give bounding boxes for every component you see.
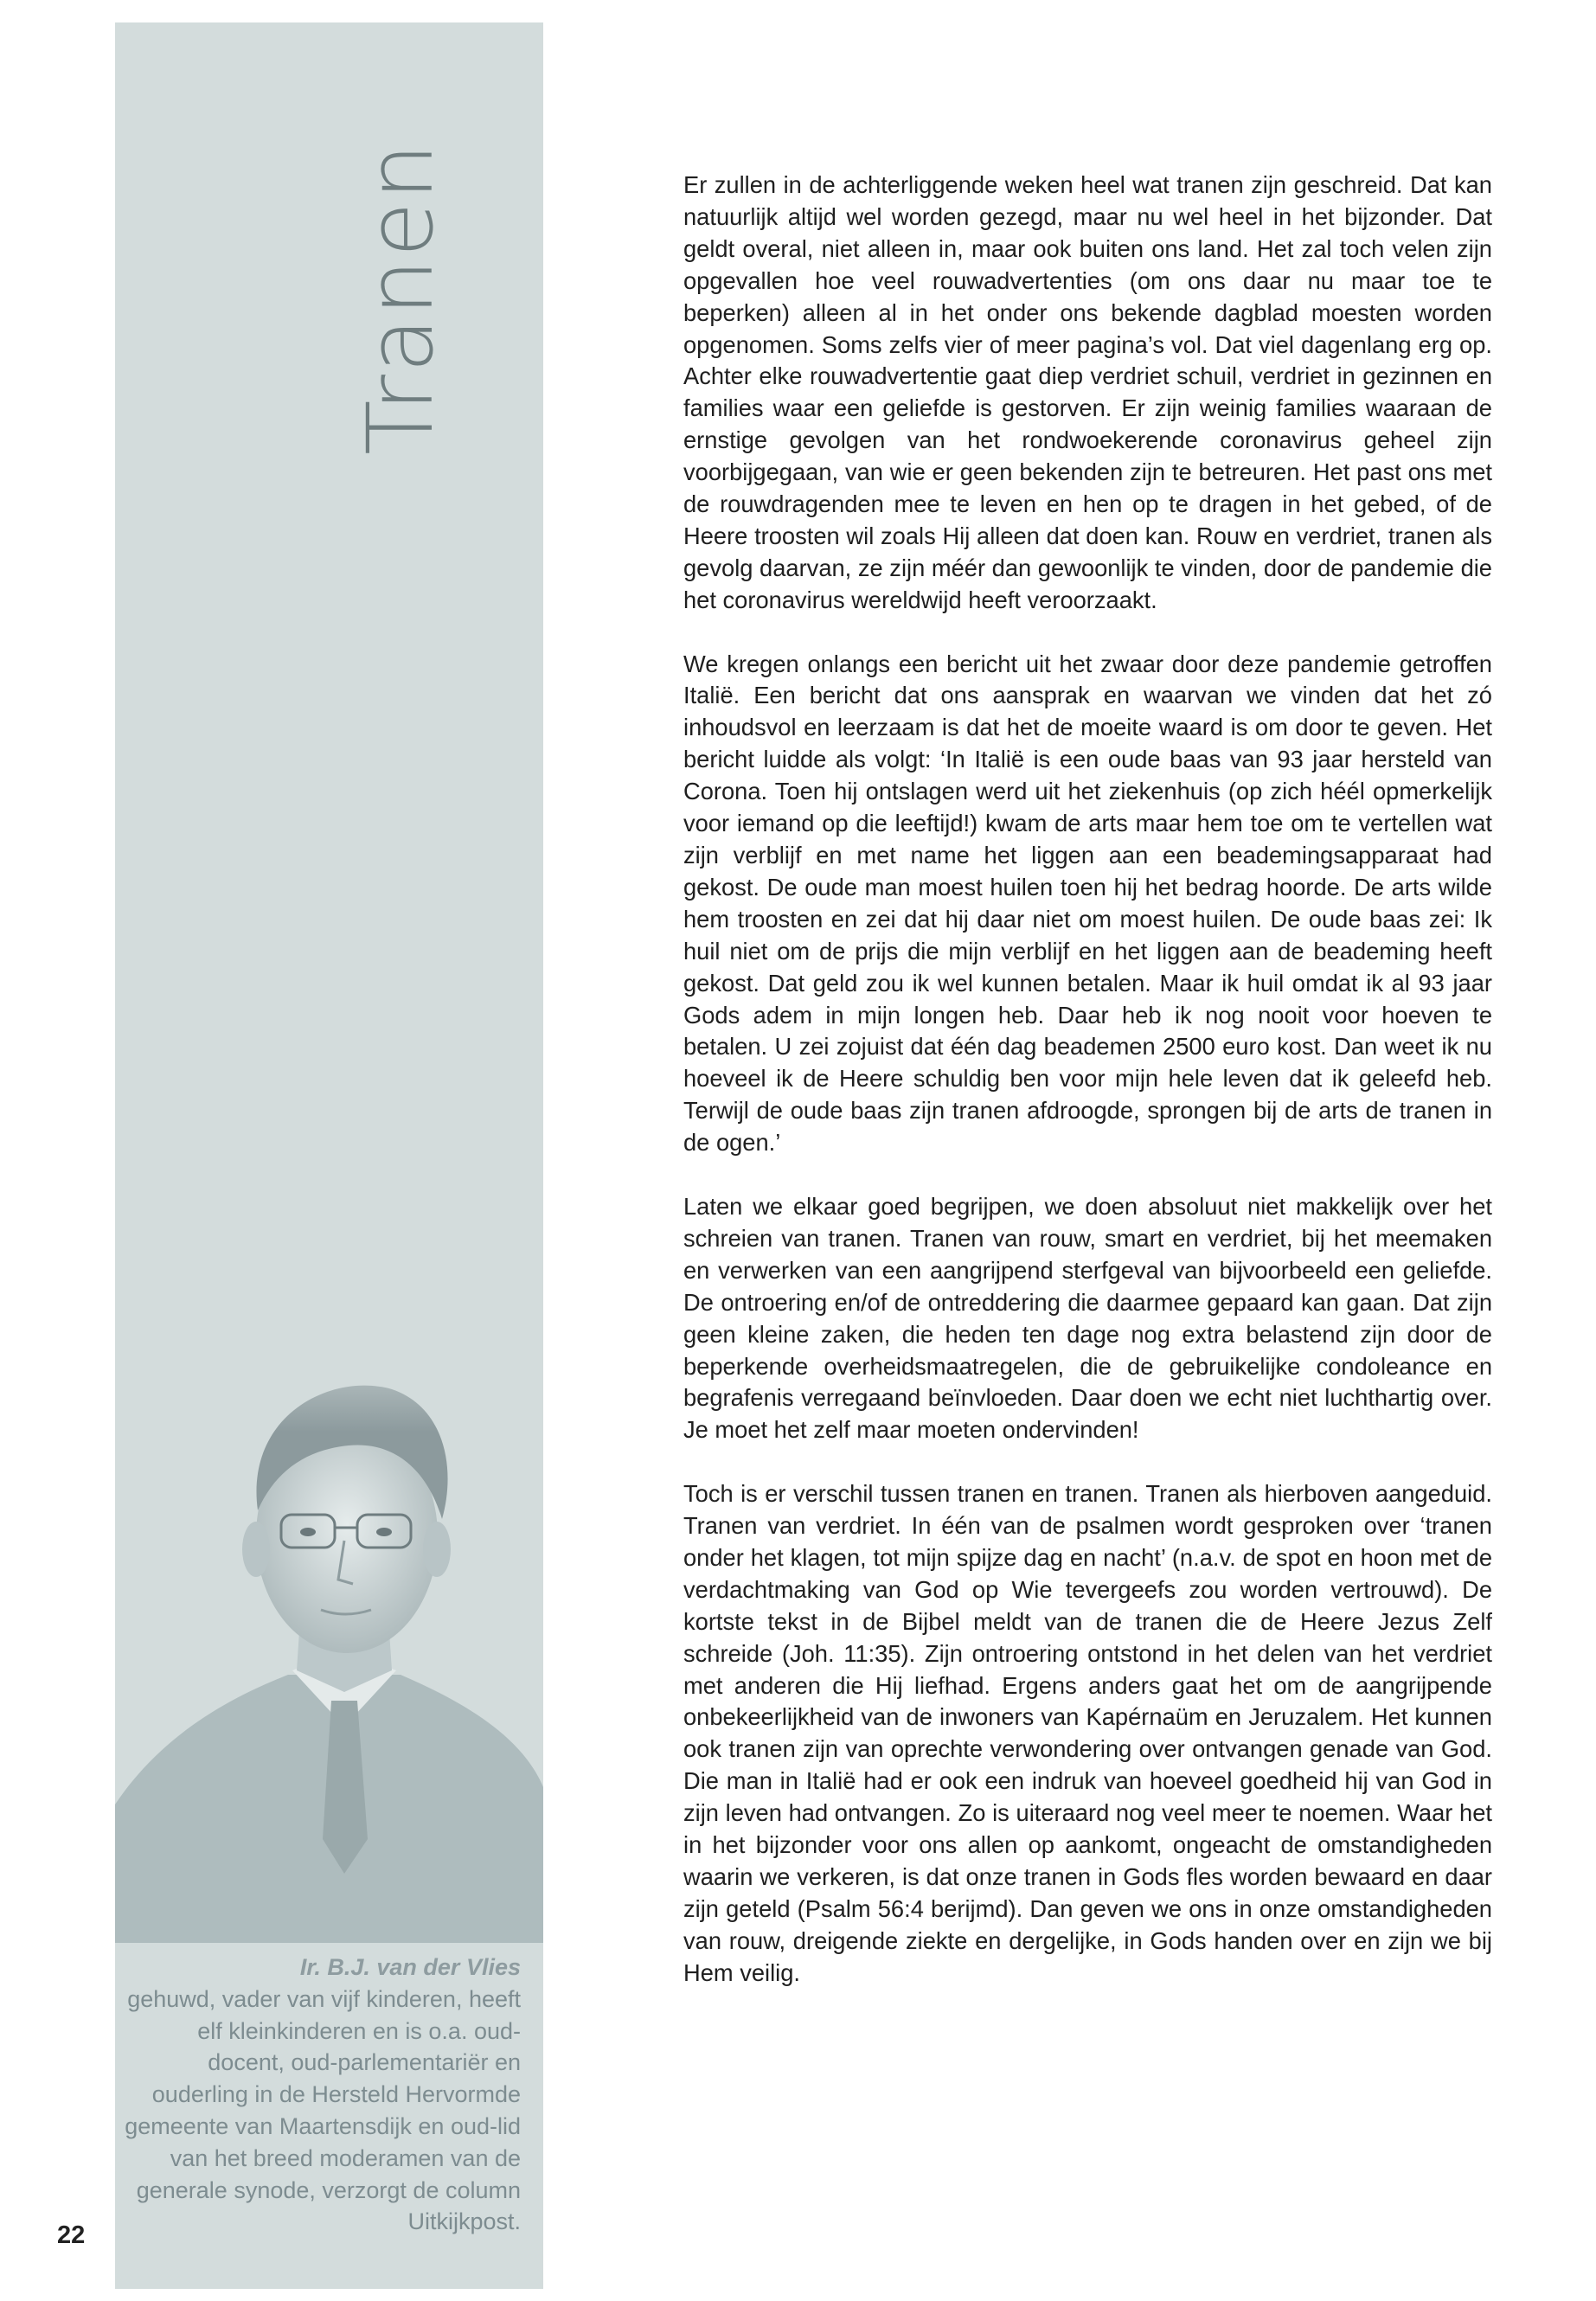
page-number: 22 xyxy=(57,2221,86,2249)
author-name: Ir. B.J. van der Vlies xyxy=(299,1954,521,1980)
page-title: Tranen xyxy=(348,141,453,455)
article-paragraph: Er zullen in de achterliggende weken heel wat tranen zijn geschreid. Dat kan natuurlijk altijd wel worden gezegd, maar nu wel heel in het bijzonder. Dat geldt overal, niet alleen in, maar ook buiten ons land. Het zal toch velen zijn opgevallen hoe veel rouwadvertenties (om ons daar nu maar toe te beperken) alleen al in het onder ons bekende dagblad moesten worden opgenomen. Soms zelfs vier of meer pagina’s vol. Dat viel dagenlang erg op. Achter elke rouwadvertentie gaat diep verdriet schuil, verdriet in gezinnen en families waar een geliefde is gestorven. Er zijn weinig families waaraan de ernstige gevolgen van het rondwoekerende coronavirus geheel zijn voorbijgegaan, van wie er geen bekenden zijn te betreuren. Het past ons met de rouwdragenden mee te leven en hen op te dragen in het gebed, of de Heere troosten wil zoals Hij alleen dat doen kan. Rouw en verdriet, tranen als gevolg daarvan, ze zijn méér dan gewoonlijk te vinden, door de pandemie die het coronavirus wereldwijd heeft veroorzaakt. xyxy=(683,171,1492,613)
article-paragraph: Laten we elkaar goed begrijpen, we doen absoluut niet makkelijk over het schreien van tranen. Tranen van rouw, smart en verdriet, bij het meemaken en verwerken van een aangrijpend sterfgeval van bijvoorbeeld een geliefde. De ontroering en/of de ontreddering die daarmee gepaard kan gaan. Dat zijn geen kleine zaken, die heden ten dage nog extra belastend zijn door de beperkende overheidsmaatregelen, die de gebruikelijke condoleance en begrafenis verregaand beïnvloeden. Daar doen we echt niet luchthartig over. Je moet het zelf maar moeten ondervinden! xyxy=(683,1192,1492,1444)
article-paragraph: We kregen onlangs een bericht uit het zwaar door deze pandemie getroffen Italië. Een bericht dat ons aansprak en waarvan we vinden dat het zó inhoudsvol en leerzaam is dat het de moeite waard is om door te geven. Het bericht luidde als volgt: ‘In Italië is een oude baas van 93 jaar hersteld van Corona. Toen hij ontslagen werd uit het ziekenhuis (op zich héél opmerkelijk voor iemand op die leeftijd!) kwam de arts maar hem toe om te vertellen wat zijn verblijf en met name het liggen aan een beademingsapparaat had gekost. De oude man moest huilen toen hij het bedrag hoorde. De arts wilde hem troosten en zei dat hij daar niet om moest huilen. De oude baas zei: Ik huil niet om de prijs die mijn verblijf en het liggen aan de beademing heeft gekost. Dat geld zou ik wel kunnen betalen. Maar ik huil omdat ik al 93 jaar Gods adem in mijn longen heb. Daar heb ik nog nooit voor hoeven te betalen. U zei zojuist dat één dag beademen 2500 euro kost. Dan weet ik nu hoeveel ik de Heere schuldig ben voor mijn hele leven dat ik geleefd heb. Terwijl de oude baas zijn tranen afdroogde, sprongen bij de arts de tranen in de ogen.’ xyxy=(683,650,1492,1157)
author-bio-block xyxy=(123,1952,521,2238)
author-bio: gehuwd, vader van vijf kinderen, heeft elf kleinkinderen en is o.a. oud-docent, oud-parlementariër en ouderling in de Hersteld Hervormde gemeente van Maartensdijk en oud-lid van het breed moderamen van de generale synode, verzorgt de column Uitkijkpost. xyxy=(125,1985,521,2235)
article-paragraph: Toch is er verschil tussen tranen en tranen. Tranen als hierboven aangeduid. Tranen van verdriet. In één van de psalmen wordt gesproken over ‘tranen onder het klagen, tot mijn spijze dag en nacht’ (n.a.v. de spot en hoon met de verdachtmaking van God op Wie tevergeefs zou worden vertrouwd). De kortste tekst in de Bijbel meldt van de tranen die de Heere Jezus Zelf schreide (Joh. 11:35). Zijn ontroering ontstond in het delen van het verdriet met anderen die Hij liefhad. Ergens anders gaat het om de aangrijpende onbekeerlijkheid van de inwoners van Kapérnaüm en Jeruzalem. Het kunnen ook tranen zijn van oprechte verwondering over ontvangen genade van God. Die man in Italië had er ook een indruk van hoeveel goedheid hij van God in zijn leven had ontvangen. Zo is uiteraard nog veel meer te noemen. Waar het in het bijzonder voor ons allen op aankomt, ongeacht de omstandigheden waarin we verkeren, is dat onze tranen in Gods fles worden bewaard en daar zijn geteld (Psalm 56:4 berijmd). Dan geven we ons in onze omstandigheden van rouw, dreigende ziekte en dergelijke, in Gods handen over en zijn we bij Hem veilig. xyxy=(683,1480,1492,1986)
article-body xyxy=(683,170,1492,2022)
author-portrait xyxy=(115,1320,543,1943)
sidebar xyxy=(115,22,543,2289)
